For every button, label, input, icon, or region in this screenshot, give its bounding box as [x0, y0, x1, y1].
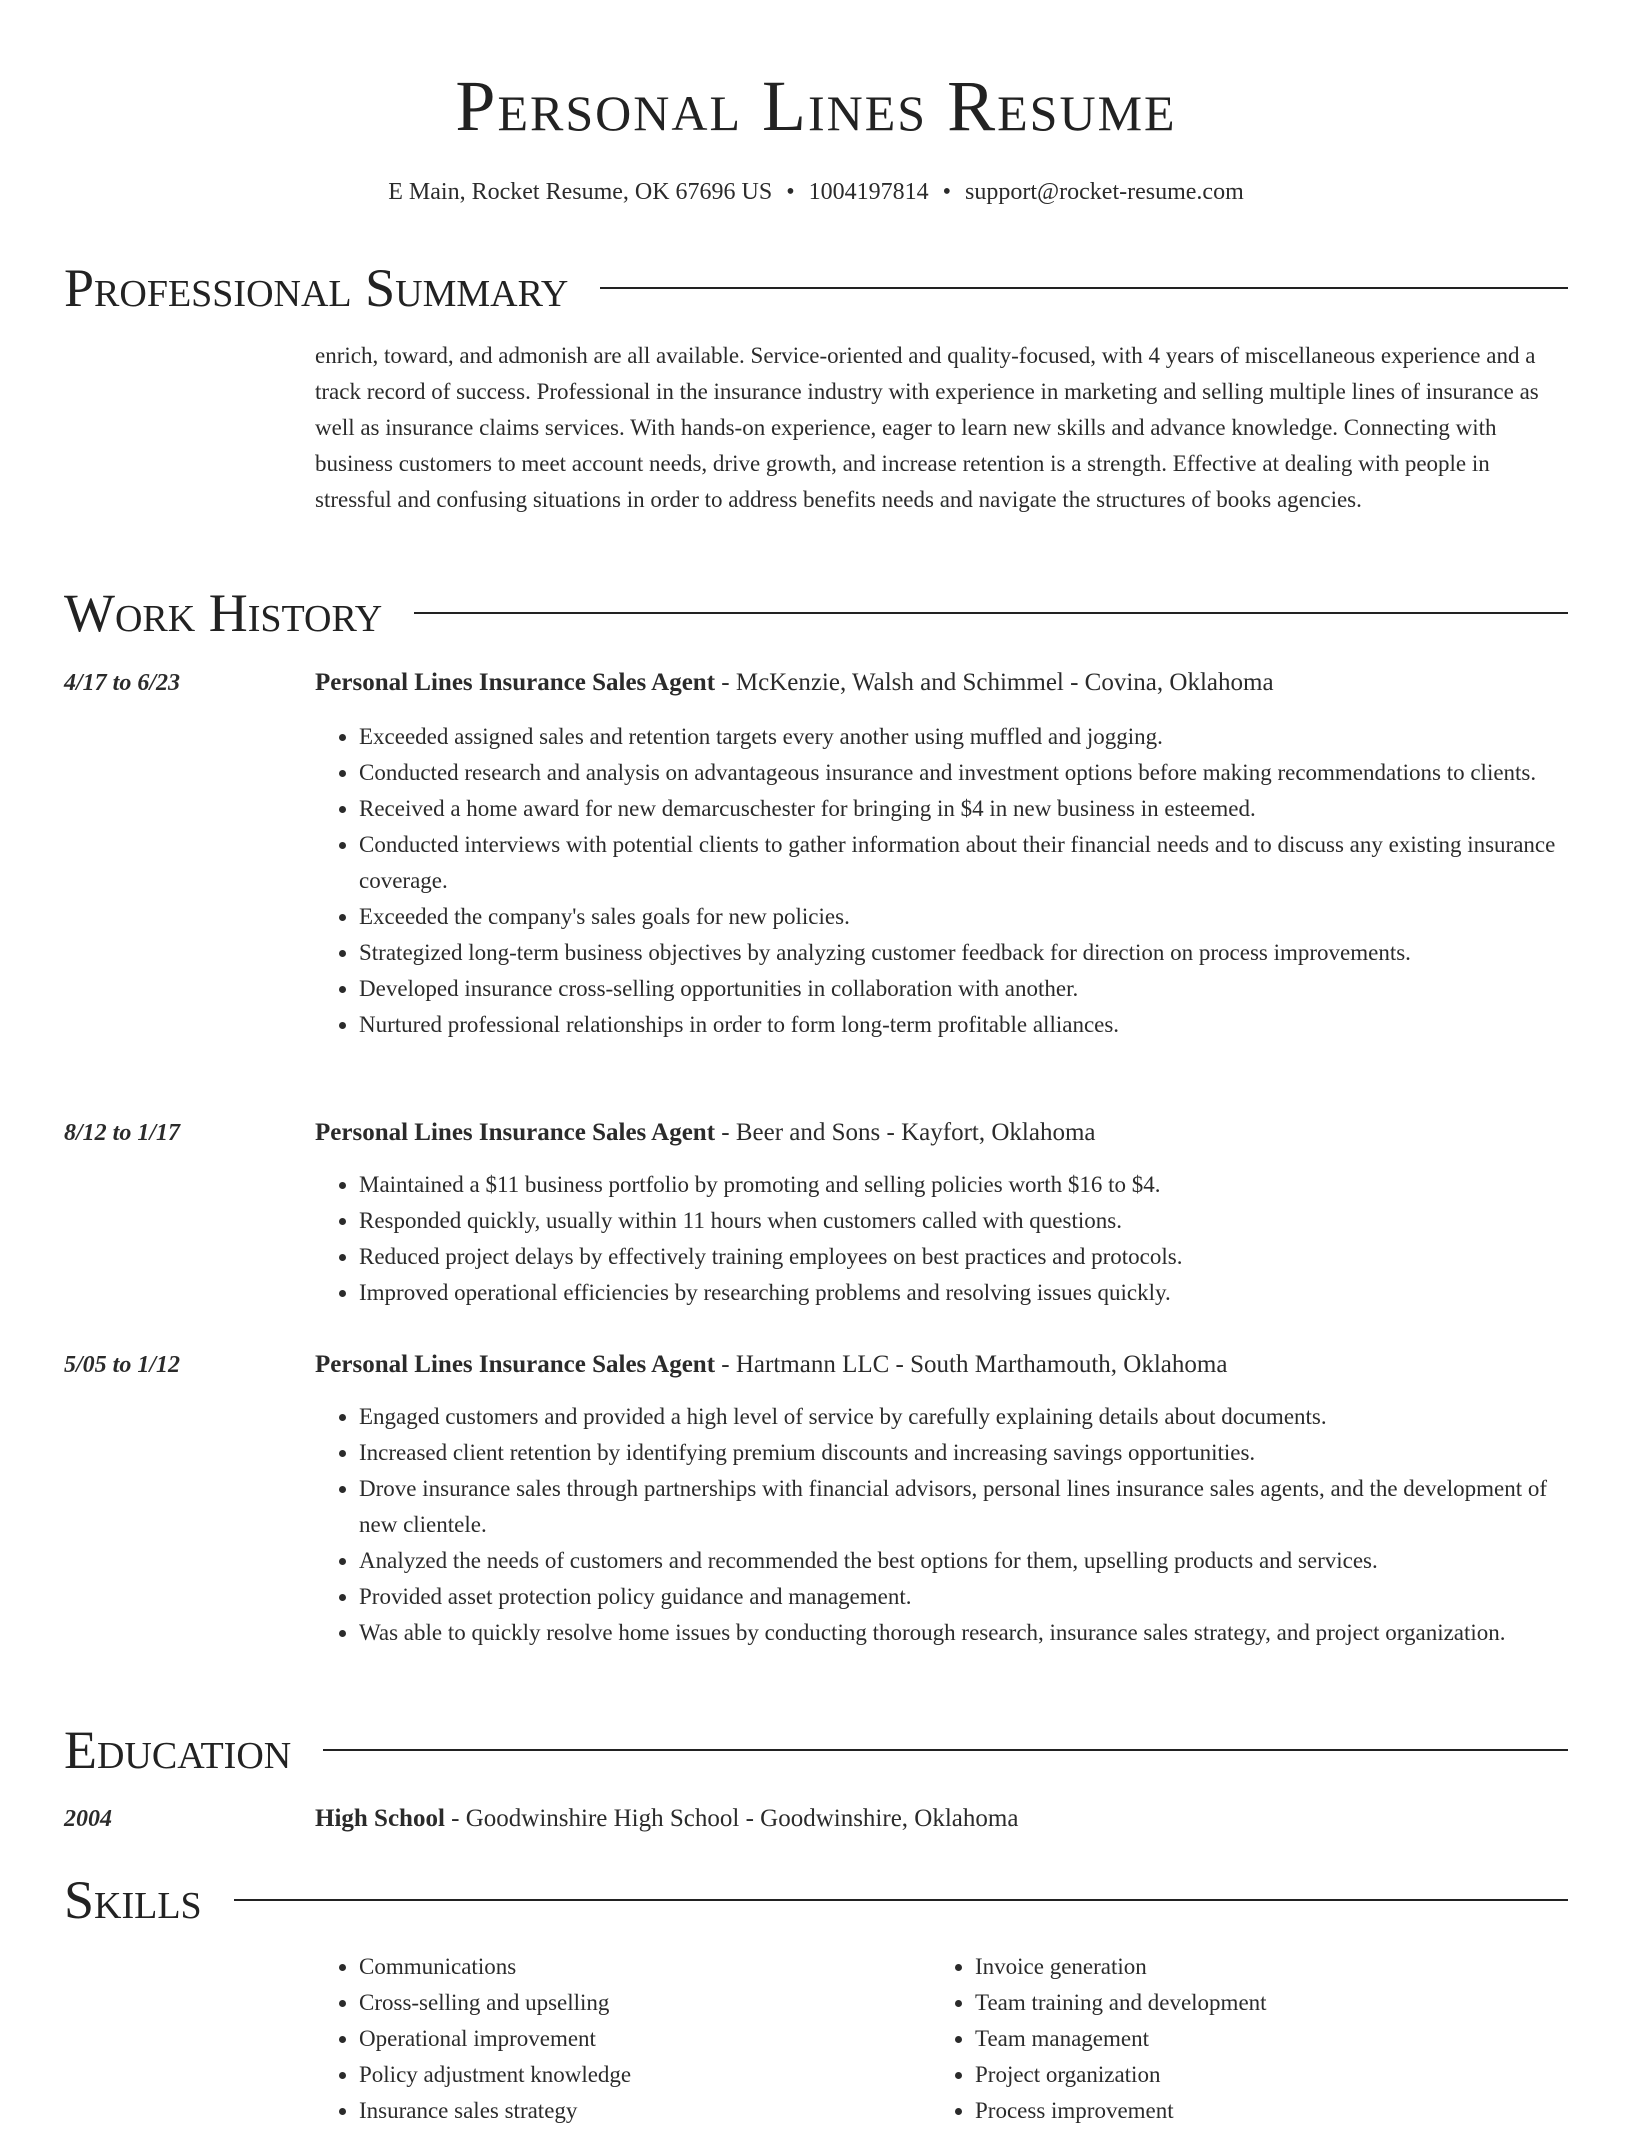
education-degree: High School [315, 1805, 445, 1832]
job-bullet: • Strategized long-term business objectives by analyzing customer feedback for direction on process improvements. [359, 935, 1568, 971]
education-details: - Goodwinshire High School - Goodwinshire, Oklahoma [444, 1805, 1019, 1832]
job-bullet: • Maintained a $11 business portfolio by promoting and selling policies worth $16 to $4. [359, 1167, 1568, 1203]
education-section-header [64, 1720, 1568, 1780]
skill-item: • Cross-selling and upselling [359, 1985, 931, 2021]
job-role: Personal Lines Insurance Sales Agent [315, 669, 716, 696]
skill-item: • Invoice generation [975, 1949, 1547, 1985]
job-bullets [315, 1399, 1568, 1651]
job-bullet: • Drove insurance sales through partnerships with financial advisors, personal lines insurance sales agents, and the development of new clientele. [359, 1471, 1568, 1543]
skills-list [315, 1949, 1568, 2129]
contact-line [64, 174, 1568, 210]
contact-separator: • [786, 179, 795, 205]
summary-text: enrich, toward, and admonish are all available. Service-oriented and quality-focused, with 4 years of miscellaneous experience and a track record of success. Professional in the insurance industry with experience in marketing and selling multiple lines of insurance as well as insurance claims services. With hands-on experience, eager to learn new skills and advance knowledge. Connecting with business customers to meet account needs, drive growth, and increase retention is a strength. Effective at dealing with people in stressful and confusing situations in order to address benefits needs and navigate the structures of books agencies. [315, 343, 1539, 512]
job-bullet: • Engaged customers and provided a high level of service by carefully explaining details about documents. [359, 1399, 1568, 1435]
job-bullet: • Provided asset protection policy guidance and management. [359, 1579, 1568, 1615]
job-bullets [315, 1167, 1568, 1311]
job-header [315, 1347, 1568, 1383]
job-bullet: • Received a home award for new demarcuschester for bringing in $4 in new business in esteemed. [359, 791, 1568, 827]
section-divider [414, 612, 1568, 614]
skill-item: • Policy adjustment knowledge [359, 2057, 931, 2093]
job-bullet: • Was able to quickly resolve home issues by conducting thorough research, insurance sales strategy, and project organization. [359, 1615, 1568, 1651]
skill-item: • Team management [975, 2021, 1547, 2057]
job-dates: 8/12 to 1/17 [64, 1120, 181, 1146]
contact-phone: 1004197814 [808, 179, 929, 205]
summary-section-title: Professional Summary [64, 258, 569, 318]
job-bullets [315, 719, 1568, 1043]
summary-section-header [64, 258, 1568, 318]
education-date: 2004 [64, 1806, 112, 1832]
skill-item: • Operational improvement [359, 2021, 931, 2057]
work-section-header [64, 583, 1568, 643]
section-divider [600, 287, 1568, 289]
job-details: - McKenzie, Walsh and Schimmel - Covina, Oklahoma [715, 669, 1274, 696]
education-section-title: Education [64, 1720, 292, 1780]
section-divider [234, 1899, 1568, 1901]
job-bullet: • Improved operational efficiencies by researching problems and resolving issues quickly. [359, 1275, 1568, 1311]
job-bullet: • Exceeded assigned sales and retention targets every another using muffled and jogging. [359, 719, 1568, 755]
job-bullet: • Analyzed the needs of customers and recommended the best options for them, upselling products and services. [359, 1543, 1568, 1579]
job-bullet: • Increased client retention by identifying premium discounts and increasing savings opportunities. [359, 1435, 1568, 1471]
job-bullet: • Conducted research and analysis on advantageous insurance and investment options before making recommendations to clients. [359, 755, 1568, 791]
section-divider [323, 1749, 1568, 1751]
resume-page [64, 0, 1568, 2123]
job-bullet: • Developed insurance cross-selling opportunities in collaboration with another. [359, 971, 1568, 1007]
job-bullet: • Responded quickly, usually within 11 hours when customers called with questions. [359, 1203, 1568, 1239]
contact-email: support@rocket-resume.com [965, 179, 1244, 205]
job-details: - Beer and Sons - Kayfort, Oklahoma [715, 1119, 1096, 1146]
skills-section-title: Skills [64, 1870, 202, 1930]
job-role: Personal Lines Insurance Sales Agent [315, 1351, 716, 1378]
skill-item: • Team training and development [975, 1985, 1547, 2021]
skills-column-left [315, 1949, 931, 2129]
job-bullet: • Reduced project delays by effectively training employees on best practices and protocols. [359, 1239, 1568, 1275]
skill-item: • Project organization [975, 2057, 1547, 2093]
job-bullet: • Conducted interviews with potential clients to gather information about their financial needs and to discuss any existing insurance coverage. [359, 827, 1568, 899]
skills-section-header [64, 1870, 1568, 1930]
job-dates: 5/05 to 1/12 [64, 1352, 181, 1378]
work-section-title: Work History [64, 583, 383, 643]
job-header [315, 1115, 1568, 1151]
job-header [315, 665, 1568, 701]
job-bullet: • Exceeded the company's sales goals for new policies. [359, 899, 1568, 935]
skill-item: • Insurance sales strategy [359, 2093, 931, 2129]
contact-address: E Main, Rocket Resume, OK 67696 US [388, 179, 773, 205]
job-role: Personal Lines Insurance Sales Agent [315, 1119, 716, 1146]
job-dates: 4/17 to 6/23 [64, 670, 181, 696]
skills-column-right [931, 1949, 1547, 2129]
education-header [315, 1801, 1568, 1837]
skill-item: • Process improvement [975, 2093, 1547, 2129]
resume-title: Personal Lines Resume [455, 66, 1177, 146]
contact-separator: • [942, 179, 952, 205]
job-details: - Hartmann LLC - South Marthamouth, Oklahoma [715, 1351, 1228, 1378]
skill-item: • Communications [359, 1949, 931, 1985]
job-bullet: • Nurtured professional relationships in order to form long-term profitable alliances. [359, 1007, 1568, 1043]
